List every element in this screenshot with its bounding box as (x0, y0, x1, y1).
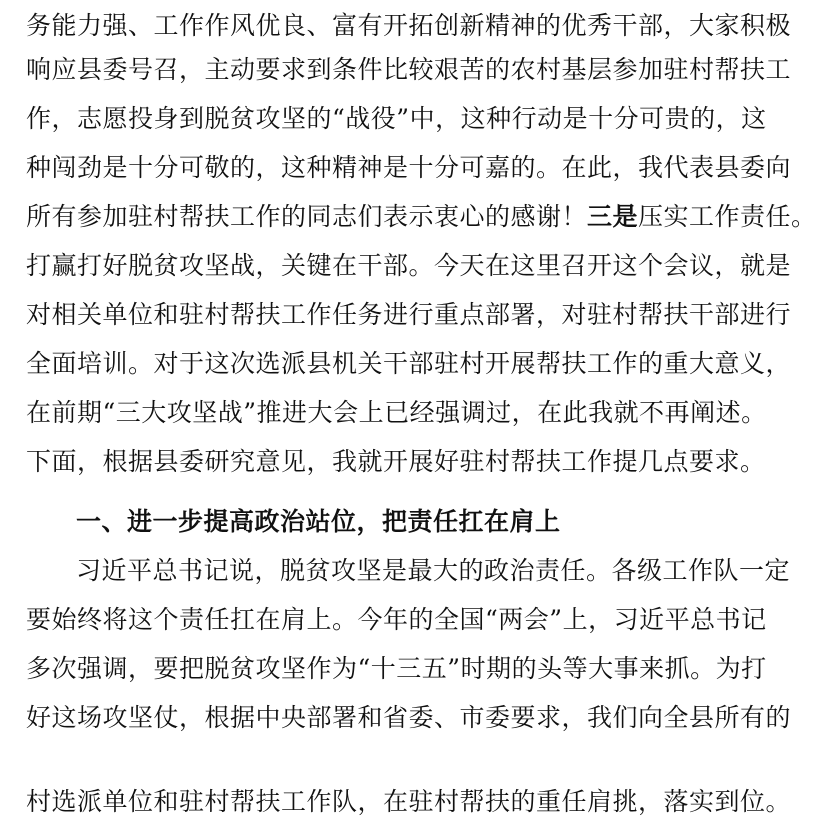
emphasis-san-shi: 三是 (587, 202, 639, 231)
clipped-line-text: 村选派单位和驻村帮扶工作队，在驻村帮扶的重任肩挑，落实到位。 (26, 787, 792, 816)
paragraph-first-line: 习近平总书记说，脱贫攻坚是最大的政治责任。各级工作队一定 (76, 556, 791, 585)
body-line-4: 种闯劲是十分可敬的，这种精神是十分可嘉的。在此，我代表县委向 (26, 153, 792, 182)
body-line-8: 全面培训。对于这次选派县机关干部驻村开展帮扶工作的重大意义， (26, 349, 792, 378)
body-line-2: 响应县委号召，主动要求到条件比较艰苦的农村基层参加驻村帮扶工 (26, 55, 792, 84)
body-line-5 (26, 197, 817, 237)
body-line-7: 对相关单位和驻村帮扶工作任务进行重点部署，对驻村帮扶干部进行 (26, 300, 792, 329)
body-line-5-pre: 所有参加驻村帮扶工作的同志们表示衷心的感谢！ (26, 202, 588, 231)
body-line-6: 打赢打好脱贫攻坚战，关键在干部。今天在这里召开这个会议，就是 (26, 251, 792, 280)
body-line-3: 作，志愿投身到脱贫攻坚的“战役”中，这种行动是十分可贵的，这 (26, 104, 767, 133)
body-line-10: 下面，根据县委研究意见，我就开展好驻村帮扶工作提几点要求。 (26, 447, 766, 476)
body-line-12: 多次强调，要把脱贫攻坚作为“十三五”时期的头等大事来抓。为打 (26, 654, 767, 683)
body-line-1: 务能力强、工作作风优良、富有开拓创新精神的优秀干部，大家积极 (26, 11, 792, 40)
body-line-11: 要始终将这个责任扛在肩上。今年的全国“两会”上，习近平总书记 (26, 605, 767, 634)
body-line-5-post: 压实工作责任。 (638, 202, 817, 231)
body-line-13: 好这场攻坚仗，根据中央部署和省委、市委要求，我们向全县所有的 (26, 703, 792, 732)
clipped-bottom-line (26, 787, 792, 816)
body-line-9: 在前期“三大攻坚战”推进大会上已经强调过，在此我就不再阐述。 (26, 398, 767, 427)
section-heading: 一、进一步提高政治站位，把责任扛在肩上 (76, 507, 561, 536)
